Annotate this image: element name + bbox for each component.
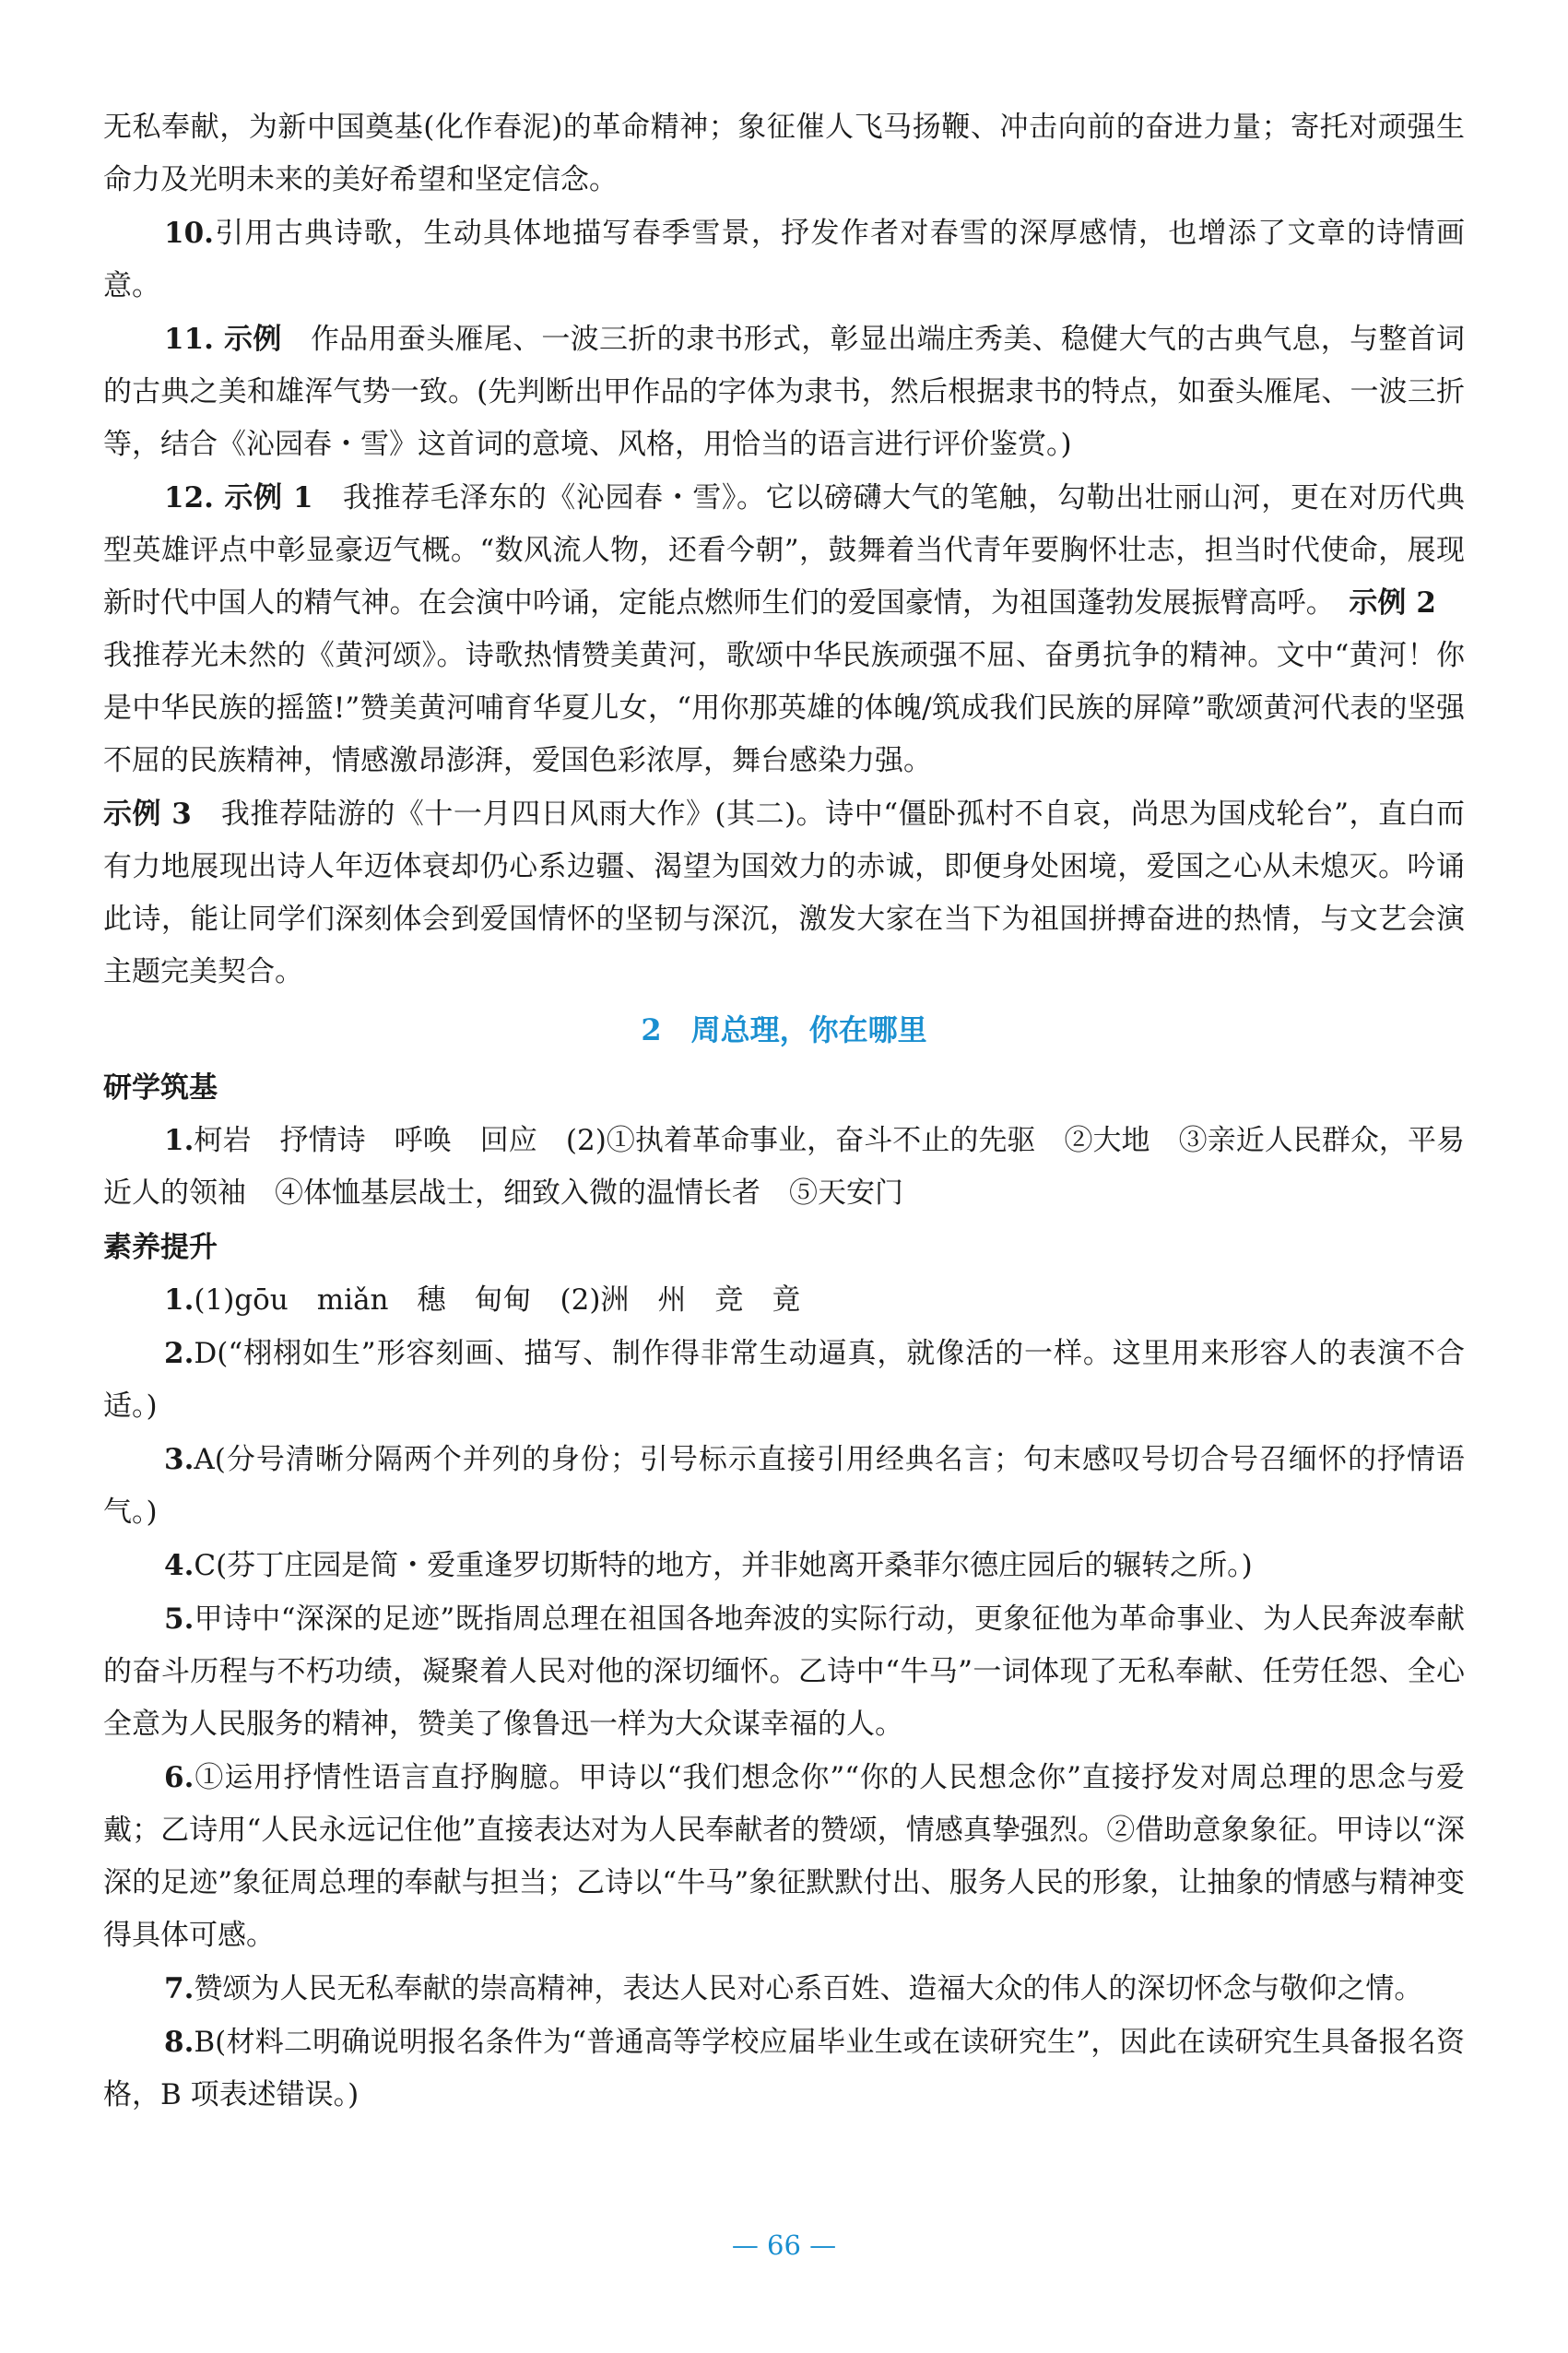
example-label: 示例 3: [103, 798, 192, 831]
answer-number: 5.: [164, 1602, 195, 1636]
answer-number: 2.: [164, 1337, 195, 1370]
answer-text: 我推荐陆游的《十一月四日风雨大作》(其二)。诗中“僵卧孤村不自哀，尚思为国戍轮台”，直白而有力地展现出诗人年迈体衰却仍心系边疆、渴望为国效力的赤诚，即便身处困境，爱国之心从未熄灭。吟诵此诗，能让同学们深刻体会到爱国情怀的坚韧与深沉，激发大家在当下为祖国拼搏奋进的热情，与文艺会演主题完美契合。: [103, 798, 1465, 988]
answer-number: 8.: [164, 2026, 195, 2059]
answer-text: A(分号清晰分隔两个并列的身份；引号标示直接引用经典名言；句末感叹号切合号召缅怀的抒情语气。): [103, 1443, 1465, 1529]
answer-text: D(“栩栩如生”形容刻画、描写、制作得非常生动逼真，就像活的一样。这里用来形容人的表演不合适。): [103, 1337, 1465, 1423]
example-label: 示例 2: [1349, 586, 1436, 620]
answer-text: 柯岩 抒情诗 呼唤 回应 (2)①执着革命事业，奋斗不止的先驱 ②大地 ③亲近人民群众，平易近人的领袖 ④体恤基层战士，细致入微的温情长者 ⑤天安门: [103, 1124, 1465, 1210]
answer-7: [103, 1963, 1465, 2016]
answer-text: C(芬丁庄园是简・爱重逢罗切斯特的地方，并非她离开桑菲尔德庄园后的辗转之所。): [194, 1549, 1253, 1582]
answer-12-example-3: [103, 788, 1465, 999]
answer-text: ①运用抒情性语言直抒胸臆。甲诗以“我们想念你”“你的人民想念你”直接抒发对周总理的思念与爱戴；乙诗用“人民永远记住他”直接表达对为人民奉献者的赞颂，情感真挚强烈。②借助意象象征。甲诗以“深深的足迹”象征周总理的奉献与担当；乙诗以“牛马”象征默默付出、服务人民的形象，让抽象的情感与精神变得具体可感。: [103, 1761, 1465, 1952]
answer-1: [103, 1274, 1465, 1327]
answer-number: 10.: [164, 217, 214, 250]
answer-number: 11. 示例: [164, 323, 282, 356]
answer-text: 赞颂为人民无私奉献的崇高精神，表达人民对心系百姓、造福大众的伟人的深切怀念与敬仰之情。: [194, 1972, 1423, 2005]
answer-text: 我推荐光未然的《黄河颂》。诗歌热情赞美黄河，歌颂中华民族顽强不屈、奋勇抗争的精神。文中“黄河！你是中华民族的摇篮!”赞美黄河哺育华夏儿女，“用你那英雄的体魄/筑成我们民族的屏障”歌颂黄河代表的坚强不屈的民族精神，情感激昂澎湃，爱国色彩浓厚，舞台感染力强。: [103, 586, 1465, 777]
page-number: — 66 —: [731, 2229, 837, 2261]
answer-text: 引用古典诗歌，生动具体地描写春季雪景，抒发作者对春雪的深厚感情，也增添了文章的诗情画意。: [103, 217, 1465, 302]
answer-number: 1.: [164, 1283, 195, 1317]
answer-12: [103, 472, 1465, 787]
answer-5: [103, 1593, 1465, 1751]
answer-text: 作品用蚕头雁尾、一波三折的隶书形式，彰显出端庄秀美、稳健大气的古典气息，与整首词的古典之美和雄浑气势一致。(先判断出甲作品的字体为隶书，然后根据隶书的特点，如蚕头雁尾、一波三折等，结合《沁园春・雪》这首词的意境、风格，用恰当的语言进行评价鉴赏。): [103, 323, 1465, 461]
subsection-heading: 素养提升: [103, 1231, 218, 1264]
answer-2: [103, 1328, 1465, 1433]
paragraph-continuation: [103, 101, 1465, 207]
answer-text: (1)gōu miǎn 穗 甸甸 (2)洲 州 竞 竟: [194, 1283, 801, 1317]
answer-11: [103, 313, 1465, 471]
answer-text: 甲诗中“深深的足迹”既指周总理在祖国各地奔波的实际行动，更象征他为革命事业、为人民奔波奉献的奋斗历程与不朽功绩，凝聚着人民对他的深切缅怀。乙诗中“牛马”一词体现了无私奉献、任劳任怨、全心全意为人民服务的精神，赞美了像鲁迅一样为大众谋幸福的人。: [103, 1602, 1465, 1741]
answer-6: [103, 1752, 1465, 1962]
answer-text: B(材料二明确说明报名条件为“普通高等学校应届毕业生或在读研究生”，因此在读研究生具备报名资格，B 项表述错误。): [103, 2026, 1465, 2111]
answer-number: 6.: [164, 1761, 195, 1794]
answer-10: [103, 207, 1465, 313]
answer-number: 7.: [164, 1972, 195, 2005]
paragraph-text: 无私奉献，为新中国奠基(化作春泥)的革命精神；象征催人飞马扬鞭、冲击向前的奋进力量；寄托对顽强生命力及光明未来的美好希望和坚定信念。: [103, 111, 1465, 196]
answer-number: 4.: [164, 1549, 195, 1582]
answer-text: 我推荐毛泽东的《沁园春・雪》。它以磅礴大气的笔触，勾勒出壮丽山河，更在对历代典型英雄评点中彰显豪迈气概。“数风流人物，还看今朝”，鼓舞着当代青年要胸怀壮志，担当时代使命，展现新时代中国人的精气神。在会演中吟诵，定能点燃师生们的爱国豪情，为祖国蓬勃发展振臂高呼。: [103, 481, 1466, 620]
answer-3: [103, 1434, 1465, 1539]
section-title: 2 周总理，你在哪里: [641, 1012, 927, 1047]
subsection-heading: 研学筑基: [103, 1071, 218, 1105]
answer-number: 3.: [164, 1443, 195, 1476]
answer-4: [103, 1540, 1465, 1592]
answer-1-study: [103, 1115, 1465, 1220]
answer-number: 1.: [164, 1124, 195, 1157]
answer-8: [103, 2016, 1465, 2122]
answer-number: 12. 示例 1: [164, 481, 313, 514]
